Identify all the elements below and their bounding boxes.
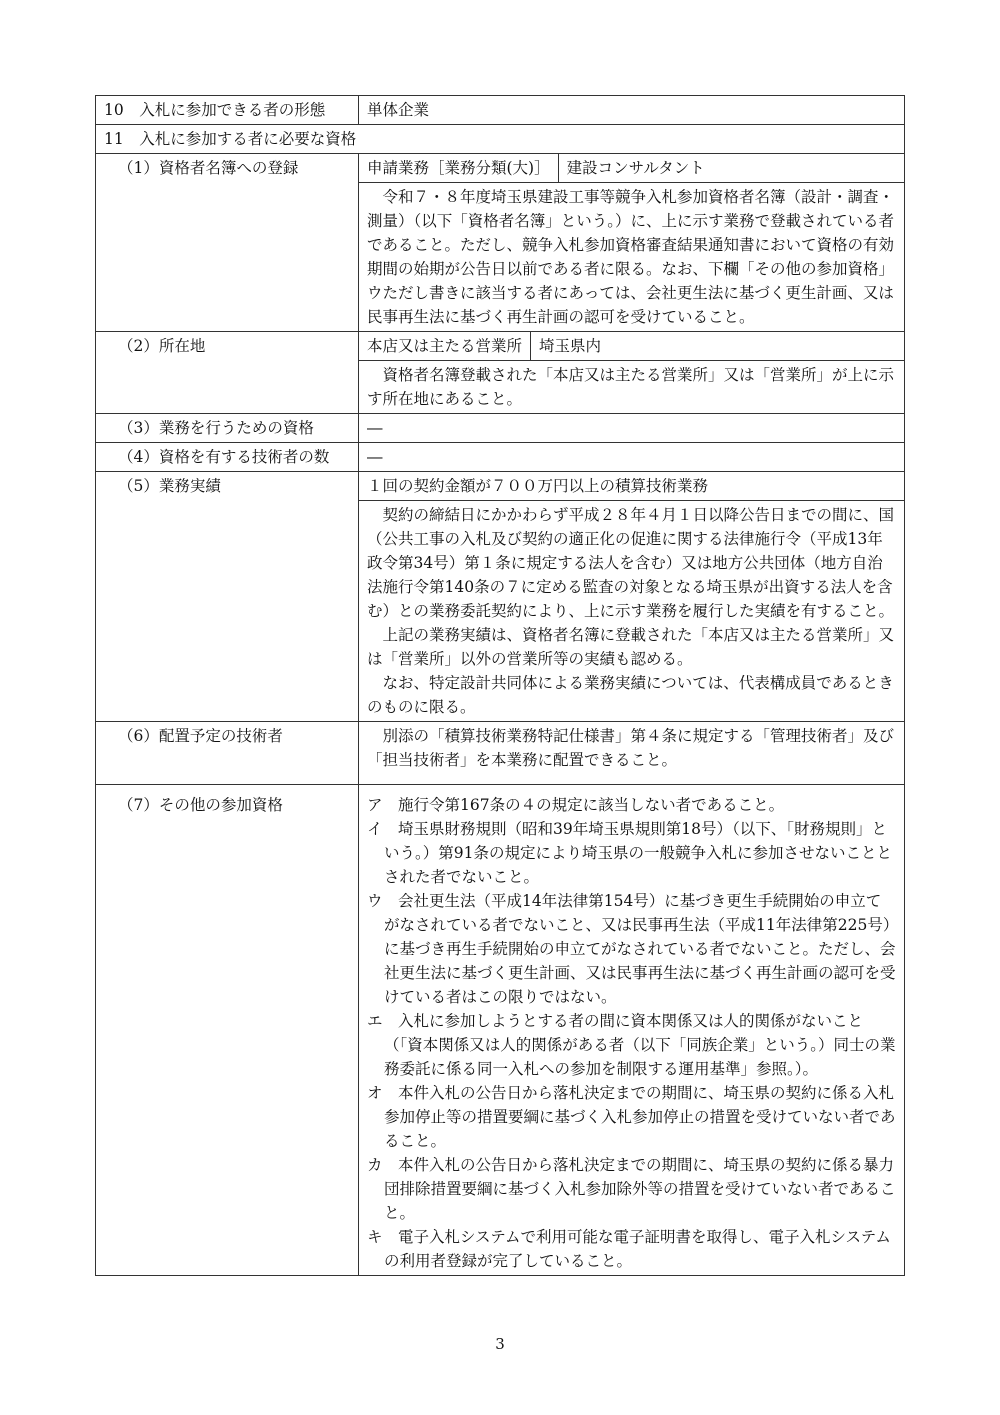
value-cell bbox=[359, 154, 905, 332]
section-heading: 11 入札に参加する者に必要な資格 bbox=[96, 125, 905, 154]
list-item: オ 本件入札の公告日から落札決定までの期間に、埼玉県の契約に係る入札参加停止等の措置要綱に基づく入札参加停止の措置を受けていない者であること。 bbox=[367, 1084, 896, 1150]
paragraph: 資格者名簿登載された「本店又は主たる営業所」又は「営業所」が上に示す所在地にあること。 bbox=[367, 366, 895, 408]
paragraph: 上記の業務実績は、資格者名簿に登載された「本店又は主たる営業所」又は「営業所」以外の営業所等の実績も認める。 bbox=[367, 626, 895, 668]
value-cell bbox=[359, 722, 905, 785]
label-cell: （1）資格者名簿への登録 bbox=[96, 154, 359, 332]
table-row bbox=[96, 332, 905, 414]
label-cell: （6）配置予定の技術者 bbox=[96, 722, 359, 785]
value-cell: 単体企業 bbox=[359, 96, 905, 125]
table-row bbox=[96, 472, 905, 722]
requirements-table-container bbox=[95, 95, 905, 1276]
sub-label: 本店又は主たる営業所 bbox=[359, 332, 531, 360]
value-cell bbox=[359, 332, 905, 414]
sub-value: 埼玉県内 bbox=[539, 337, 602, 355]
sub-table bbox=[359, 332, 904, 361]
list-item: エ 入札に参加しようとする者の間に資本関係又は人的関係がないこと（「資本関係又は人的関係がある者（以下「同族企業」という。）同士の業務委託に係る同一入札への参加を制限する運用基準」参照。）。 bbox=[367, 1012, 896, 1078]
table-row bbox=[96, 125, 905, 154]
table-row bbox=[96, 443, 905, 472]
label-cell: （4）資格を有する技術者の数 bbox=[96, 443, 359, 472]
value-cell bbox=[359, 472, 905, 722]
requirements-table bbox=[95, 95, 905, 1276]
table-row bbox=[96, 96, 905, 125]
list-item: イ 埼玉県財務規則（昭和39年埼玉県規則第18号）（以下、「財務規則」という。）第91条の規定により埼玉県の一般競争入札に参加させないこととされた者でないこと。 bbox=[367, 820, 893, 886]
list-item: ア 施行令第167条の４の規定に該当しない者であること。 bbox=[367, 796, 785, 814]
paragraph: 令和７・８年度埼玉県建設工事等競争入札参加資格者名簿（設計・調査・測量）（以下「資格者名簿」という。）に、上に示す業務で登載されている者であること。ただし、競争入札参加資格審査結果通知書において資格の有効期間の始期が公告日以前である者に限る。なお、下欄「その他の参加資格」ウただし書きに該当する者にあっては、会社更生法に基づく更生計画、又は民事再生法に基づく再生計画の認可を受けていること。 bbox=[367, 188, 895, 326]
label-cell: 10 入札に参加できる者の形態 bbox=[96, 96, 359, 125]
table-row bbox=[96, 154, 905, 332]
paragraph: なお、特定設計共同体による業務実績については、代表構成員であるときのものに限る。 bbox=[367, 674, 894, 716]
list-item: ウ 会社更生法（平成14年法律第154号）に基づき更生手続開始の申立てがなされている者でないこと、又は民事再生法（平成11年法律第225号）に基づき再生手続開始の申立てがなされている者でないこと。ただし、会社更生法に基づく更生計画、又は民事再生法に基づく再生計画の認可を受けている者はこの限りではない。 bbox=[367, 892, 896, 1006]
list-item: カ 本件入札の公告日から落札決定までの期間に、埼玉県の契約に係る暴力団排除措置要綱に基づく入札参加除外等の措置を受けていない者であること。 bbox=[367, 1156, 896, 1222]
label-cell: （5）業務実績 bbox=[96, 472, 359, 722]
sub-label: 申請業務［業務分類(大)］ bbox=[359, 154, 559, 182]
list-item: キ 電子入札システムで利用可能な電子証明書を取得し、電子入札システムの利用者登録が完了していること。 bbox=[367, 1228, 891, 1270]
paragraph: 契約の締結日にかかわらず平成２８年４月１日以降公告日までの間に、国（公共工事の入札及び契約の適正化の促進に関する法律施行令（平成13年政令第34号）第１条に規定する法人を含む）又は地方公共団体（地方自治法施行令第140条の７に定める監査の対象となる埼玉県が出資する法人を含む）との業務委託契約により、上に示す業務を履行した実績を有すること。 bbox=[367, 506, 895, 620]
table-row bbox=[96, 785, 905, 1276]
sub-value: １回の契約金額が７００万円以上の積算技術業務 bbox=[367, 477, 709, 495]
value-cell: ― bbox=[359, 414, 905, 443]
sub-table bbox=[359, 154, 904, 183]
value-cell bbox=[359, 785, 905, 1276]
label-cell: （2）所在地 bbox=[96, 332, 359, 414]
paragraph: 別添の「積算技術業務特記仕様書」第４条に規定する「管理技術者」及び「担当技術者」を本業務に配置できること。 bbox=[367, 727, 895, 769]
table-row bbox=[96, 722, 905, 785]
value-cell: ― bbox=[359, 443, 905, 472]
sub-value: 建設コンサルタント bbox=[566, 159, 705, 177]
label-cell: （3）業務を行うための資格 bbox=[96, 414, 359, 443]
sub-table bbox=[359, 472, 904, 501]
page-number: 3 bbox=[495, 1335, 505, 1353]
label-cell: （7）その他の参加資格 bbox=[96, 785, 359, 1276]
table-row bbox=[96, 414, 905, 443]
